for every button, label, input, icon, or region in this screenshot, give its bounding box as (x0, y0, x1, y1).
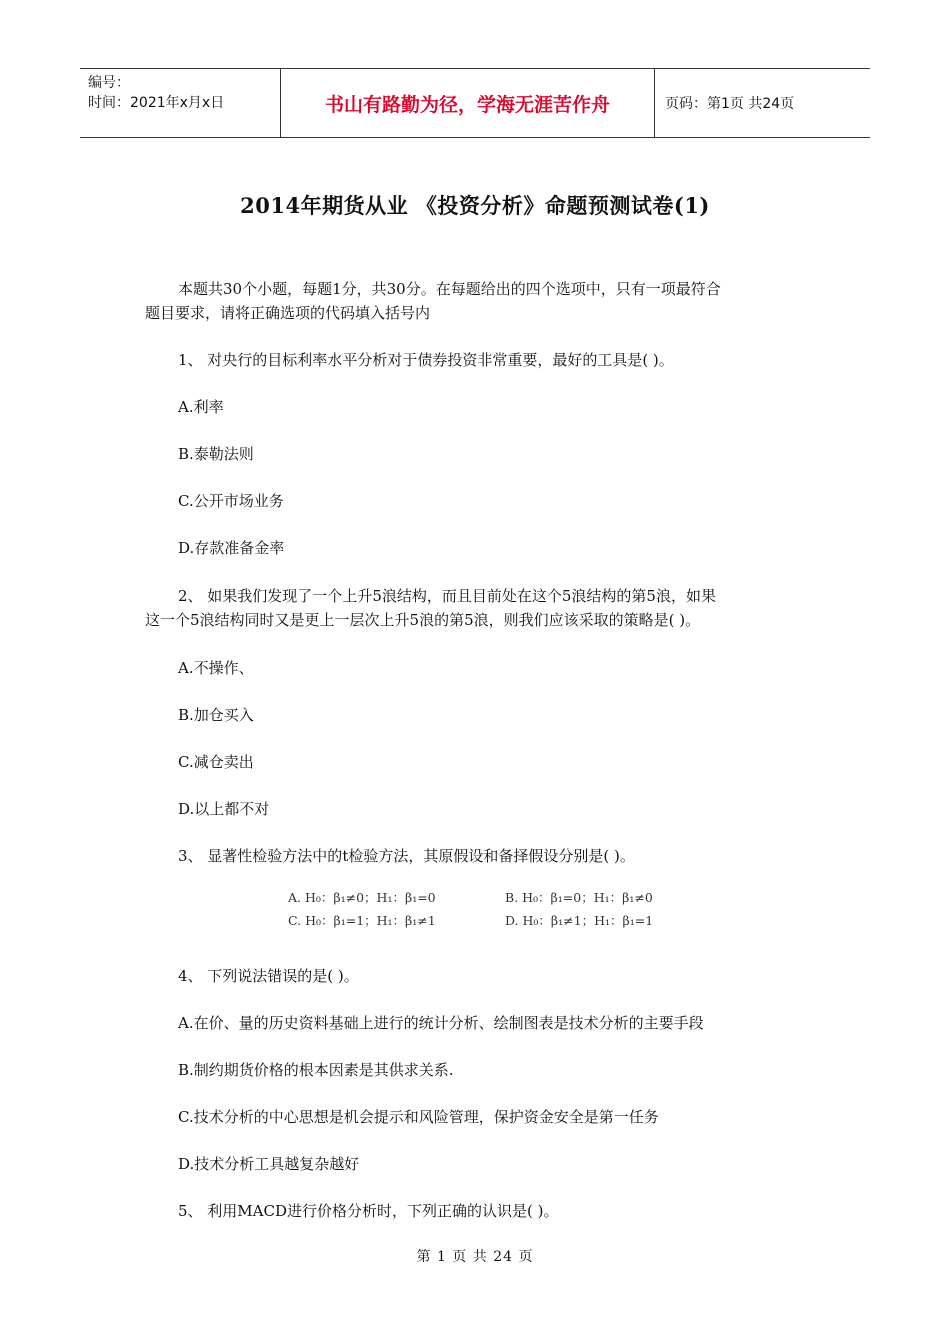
page-footer: 第 1 页 共 24 页 (416, 1249, 534, 1265)
question-1-option-c: C.公开市场业务 (178, 492, 284, 510)
question-2-stem-line-1: 2、 如果我们发现了一个上升5浪结构，而且目前处在这个5浪结构的第5浪，如果 (178, 587, 716, 605)
question-2-option-d: D.以上都不对 (178, 800, 270, 818)
question-2-stem-line-2: 这一个5浪结构同时又是更上一层次上升5浪的第5浪，则我们应该采取的策略是( )。 (145, 611, 701, 629)
question-2-option-a: A.不操作、 (178, 659, 254, 677)
question-4-option-d: D.技术分析工具越复杂越好 (178, 1155, 360, 1173)
question-3-option-a: A. H₀：β₁≠0；H₁：β₁=0 (288, 890, 436, 905)
number-label: 编号： (88, 75, 130, 91)
question-1-option-b: B.泰勒法则 (178, 445, 254, 463)
instructions-line-2: 题目要求，请将正确选项的代码填入括号内 (145, 304, 431, 322)
question-4-stem: 4、 下列说法错误的是( )。 (178, 967, 359, 985)
question-2-option-b: B.加仓买入 (178, 706, 254, 724)
question-2-option-c: C.减仓卖出 (178, 753, 254, 771)
question-3-option-d: D. H₀：β₁≠1；H₁：β₁=1 (505, 913, 654, 928)
question-1-option-d: D.存款准备金率 (178, 539, 285, 557)
time-label: 时间：2021年x月x日 (88, 95, 225, 111)
document-title: 2014年期货从业 《投资分析》命题预测试卷(1) (240, 193, 710, 218)
question-1-option-a: A.利率 (178, 398, 224, 416)
header-motto: 书山有路勤为径，学海无涯苦作舟 (281, 69, 655, 137)
question-3-option-b: B. H₀：β₁=0；H₁：β₁≠0 (505, 890, 653, 905)
header-meta (80, 69, 281, 137)
question-3-formula-options (280, 884, 680, 934)
page-header (80, 68, 870, 138)
question-3-stem: 3、 显著性检验方法中的t检验方法，其原假设和备择假设分别是( )。 (178, 847, 635, 865)
question-4-option-a: A.在价、量的历史资料基础上进行的统计分析、绘制图表是技术分析的主要手段 (178, 1014, 704, 1032)
instructions-line-1: 本题共30个小题，每题1分，共30分。在每题给出的四个选项中，只有一项最符合 (178, 280, 721, 298)
question-3-option-c: C. H₀：β₁=1；H₁：β₁≠1 (288, 913, 436, 928)
question-4-option-c: C.技术分析的中心思想是机会提示和风险管理，保护资金安全是第一任务 (178, 1108, 659, 1126)
question-1-stem: 1、 对央行的目标利率水平分析对于债券投资非常重要，最好的工具是( )。 (178, 351, 674, 369)
question-4-option-b: B.制约期货价格的根本因素是其供求关系. (178, 1061, 454, 1079)
header-page-info: 页码：第1页 共24页 (665, 96, 795, 112)
question-5-stem: 5、 利用MACD进行价格分析时，下列正确的认识是( )。 (178, 1202, 559, 1220)
